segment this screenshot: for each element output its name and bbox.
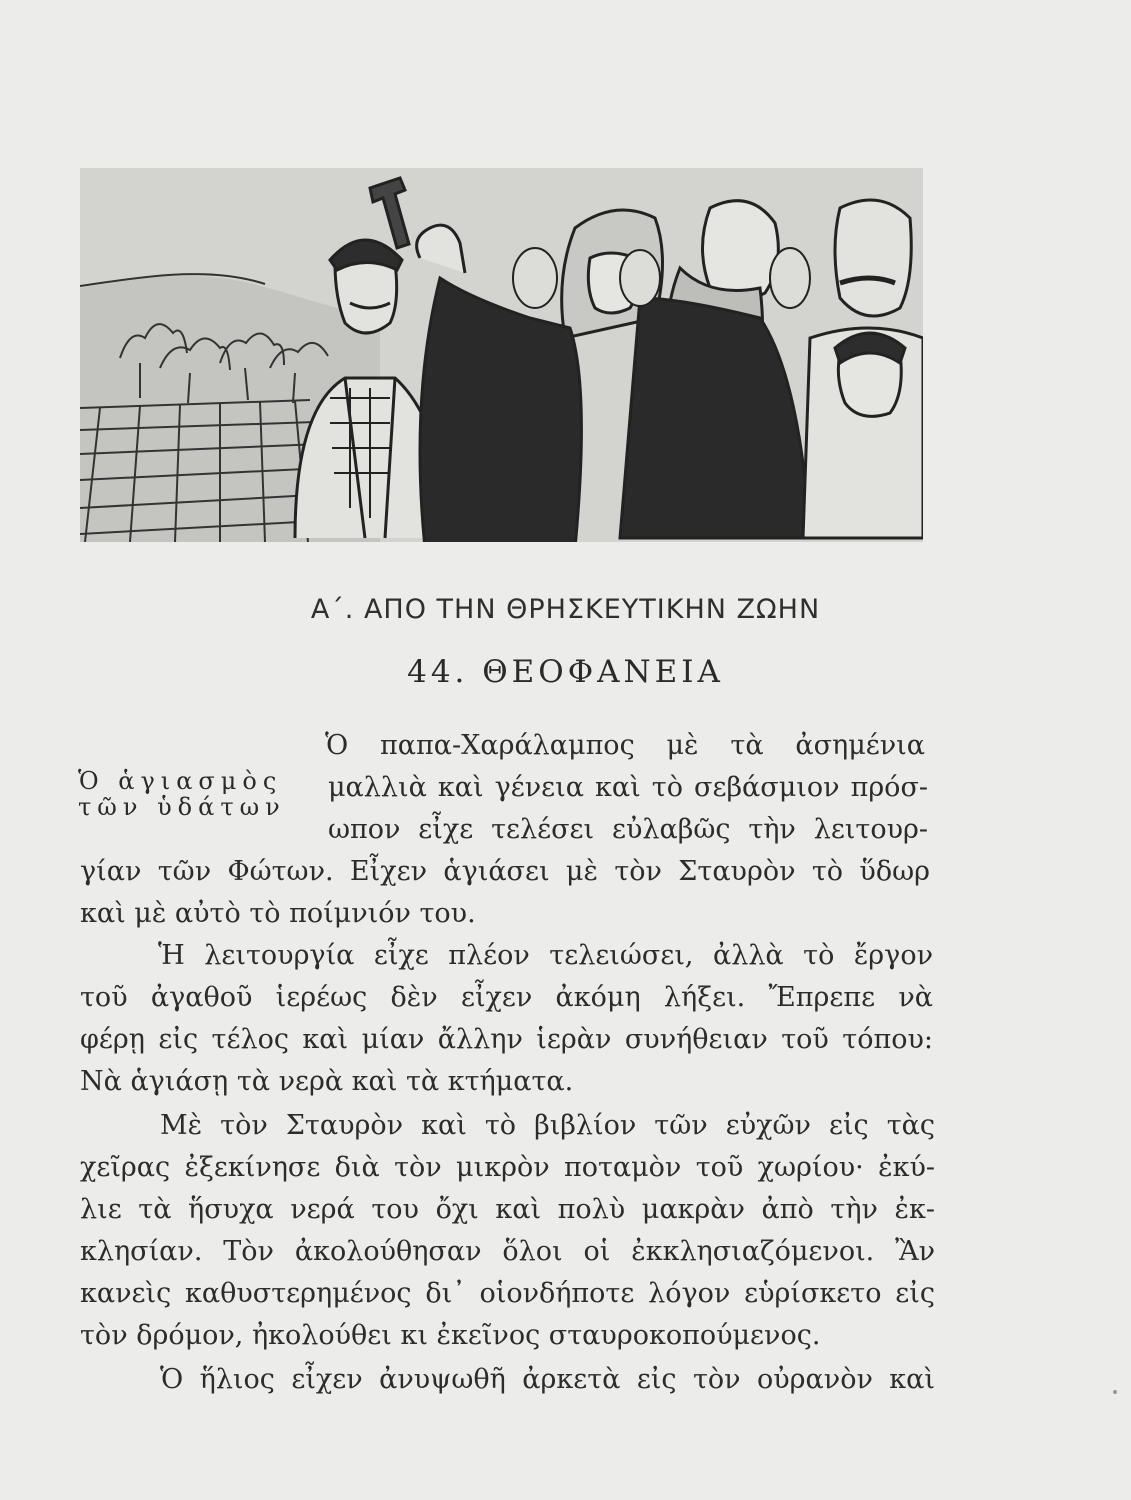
section-heading: Α΄. ΑΠΟ ΤΗΝ ΘΡΗΣΚΕΥΤΙΚΗΝ ΖΩΗΝ (310, 594, 821, 625)
text-line: φέρῃ εἰς τέλος καὶ μίαν ἄλλην ἱερὰν συνήθειαν τοῦ τόπου: (80, 1024, 933, 1055)
side-note-line: τῶν ὑδάτων (78, 793, 286, 821)
side-note (78, 768, 318, 820)
text-line: κλησίαν. Τὸν ἀκολούθησαν ὅλοι οἱ ἐκκλησιαζόμενοι. Ἂν (80, 1236, 935, 1267)
text-line: Ὁ ἥλιος εἶχεν ἀνυψωθῆ ἀρκετὰ εἰς τὸν οὐρανὸν καὶ (160, 1364, 935, 1395)
text-line: Μὲ τὸν Σταυρὸν καὶ τὸ βιβλίον τῶν εὐχῶν εἰς τὰς (160, 1110, 935, 1141)
text-line: Ὁ παπα-Χαράλαμπος μὲ τὰ ἀσημένια (325, 730, 925, 761)
text-line: Ἡ λειτουργία εἶχε πλέον τελειώσει, ἀλλὰ τὸ ἔργον (158, 940, 933, 971)
text-line: γίαν τῶν Φώτων. Εἶχεν ἁγιάσει μὲ τὸν Σταυρὸν τὸ ὕδωρ (80, 856, 930, 887)
illustration-theophany-procession (80, 168, 923, 542)
text-line: μαλλιὰ καὶ γένεια καὶ τὸ σεβάσμιον πρόσ- (328, 772, 928, 803)
text-line: τὸν δρόμον, ἠκολούθει κι ἐκεῖνος σταυροκοπούμενος. (80, 1320, 821, 1351)
text-line: κανεὶς καθυστερημένος δι᾽ οἱονδήποτε λόγον εὑρίσκετο εἰς (80, 1278, 935, 1309)
text-line: χεῖρας ἐξεκίνησε διὰ τὸν μικρὸν ποταμὸν τοῦ χωρίου· ἐκύ- (80, 1152, 935, 1183)
text-line: καὶ μὲ αὐτὸ τὸ ποίμνιόν του. (80, 898, 476, 929)
side-note-line: Ὁ ἁγιασμὸς (78, 767, 283, 795)
text-line: Νὰ ἁγιάσῃ τὰ νερὰ καὶ τὰ κτήματα. (80, 1066, 574, 1097)
text-line: τοῦ ἀγαθοῦ ἱερέως δὲν εἶχεν ἀκόμη λήξει. Ἔπρεπε νὰ (80, 982, 933, 1013)
text-line: λιε τὰ ἥσυχα νερά του ὄχι καὶ πολὺ μακρὰν ἀπὸ τὴν ἐκ- (80, 1194, 935, 1225)
page-speck (1113, 1390, 1117, 1394)
text-line: ωπον εἶχε τελέσει εὐλαβῶς τὴν λειτουρ- (328, 814, 928, 845)
chapter-title: 44. ΘΕΟΦΑΝΕΙΑ (407, 654, 724, 690)
